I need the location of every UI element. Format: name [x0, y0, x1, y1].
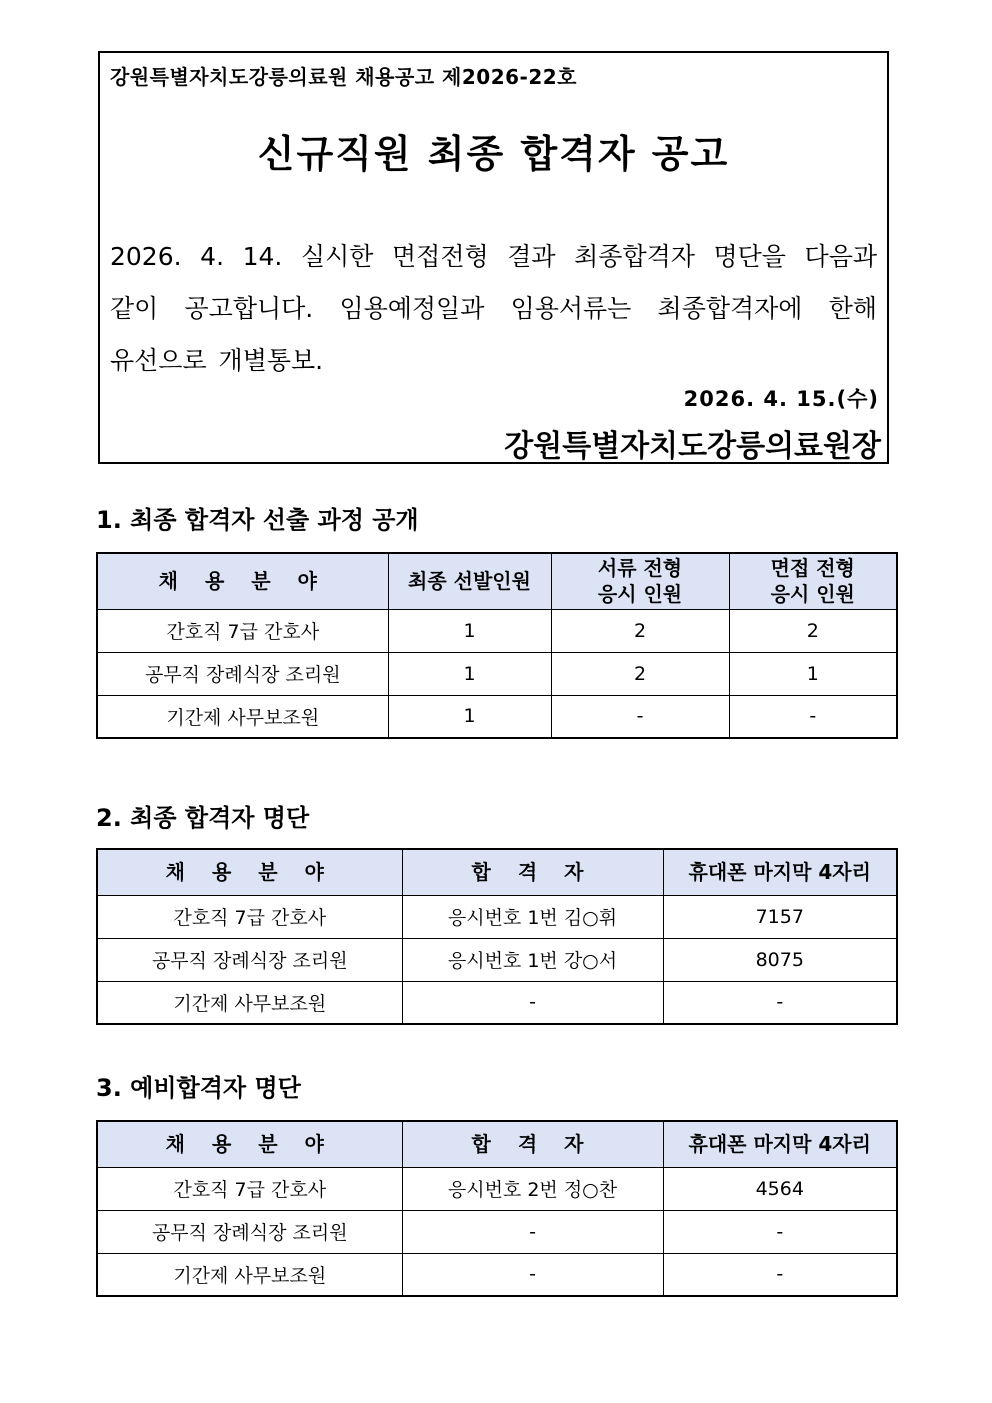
table-row — [97, 938, 897, 981]
table-cell: - — [663, 1253, 897, 1296]
header-field: 채 용 분 야 — [97, 553, 388, 609]
header-applicant: 합 격 자 — [402, 1121, 663, 1167]
table-cell: - — [663, 1210, 897, 1253]
table-cell: 1 — [388, 695, 551, 738]
table-cell: 간호직 7급 간호사 — [97, 1167, 402, 1210]
table-cell: 공무직 장례식장 조리원 — [97, 938, 402, 981]
table-cell: 2 — [729, 609, 897, 652]
notice-signer: 강원특별자치도강릉의료원장 — [504, 429, 881, 464]
table-row — [97, 652, 897, 695]
header-applicant: 합 격 자 — [402, 849, 663, 895]
header-interview-count: 면접 전형 응시 인원 — [729, 553, 897, 609]
notice-body-line: 2026. 4. 14. 실시한 면접전형 결과 최종합격자 명단을 다음과 — [110, 242, 877, 271]
section-heading-reserve-list: 3. 예비합격자 명단 — [96, 1074, 301, 1102]
table-row — [97, 895, 897, 938]
table-cell: 응시번호 1번 강○서 — [402, 938, 663, 981]
table-row — [97, 1253, 897, 1296]
header-document-count: 서류 전형 응시 인원 — [551, 553, 729, 609]
table-cell: - — [402, 1210, 663, 1253]
table-cell: 공무직 장례식장 조리원 — [97, 1210, 402, 1253]
notice-number: 강원특별자치도강릉의료원 채용공고 제2026-22호 — [110, 65, 577, 89]
table-cell: 1 — [388, 652, 551, 695]
table-header-row — [97, 553, 897, 609]
table-cell: 기간제 사무보조원 — [97, 695, 388, 738]
header-field: 채 용 분 야 — [97, 1121, 402, 1167]
table-cell: 간호직 7급 간호사 — [97, 609, 388, 652]
table-cell: - — [551, 695, 729, 738]
table-cell: 응시번호 1번 김○휘 — [402, 895, 663, 938]
table-cell: - — [663, 981, 897, 1024]
table-header-row — [97, 849, 897, 895]
notice-date: 2026. 4. 15.(수) — [683, 387, 879, 411]
table-cell: 1 — [729, 652, 897, 695]
page-title: 신규직원 최종 합격자 공고 — [257, 132, 730, 176]
header-field: 채 용 분 야 — [97, 849, 402, 895]
final-list-table — [96, 848, 898, 1025]
table-header-row — [97, 1121, 897, 1167]
table-cell: 1 — [388, 609, 551, 652]
header-phone: 휴대폰 마지막 4자리 — [663, 1121, 897, 1167]
table-cell: 2 — [551, 652, 729, 695]
notice-body — [110, 231, 877, 387]
notice-body-line: 유선으로 개별통보. — [110, 346, 324, 375]
table-cell: 공무직 장례식장 조리원 — [97, 652, 388, 695]
reserve-list-table — [96, 1120, 898, 1297]
table-row — [97, 609, 897, 652]
table-cell: 기간제 사무보조원 — [97, 981, 402, 1024]
table-cell: 응시번호 2번 정○찬 — [402, 1167, 663, 1210]
table-cell: 8075 — [663, 938, 897, 981]
section-heading-final-list: 2. 최종 합격자 명단 — [96, 804, 310, 832]
notice-box — [98, 51, 889, 464]
table-cell: - — [402, 981, 663, 1024]
header-final-count: 최종 선발인원 — [388, 553, 551, 609]
table-cell: 7157 — [663, 895, 897, 938]
table-cell: - — [402, 1253, 663, 1296]
table-cell: 2 — [551, 609, 729, 652]
section-heading-selection-process: 1. 최종 합격자 선출 과정 공개 — [96, 506, 419, 534]
table-cell: 4564 — [663, 1167, 897, 1210]
table-cell: - — [729, 695, 897, 738]
table-row — [97, 695, 897, 738]
table-cell: 간호직 7급 간호사 — [97, 895, 402, 938]
notice-body-line: 같이 공고합니다. 임용예정일과 임용서류는 최종합격자에 한해 — [110, 294, 877, 323]
header-phone: 휴대폰 마지막 4자리 — [663, 849, 897, 895]
table-row — [97, 1210, 897, 1253]
table-cell: 기간제 사무보조원 — [97, 1253, 402, 1296]
table-row — [97, 981, 897, 1024]
table-row — [97, 1167, 897, 1210]
selection-process-table — [96, 552, 898, 739]
